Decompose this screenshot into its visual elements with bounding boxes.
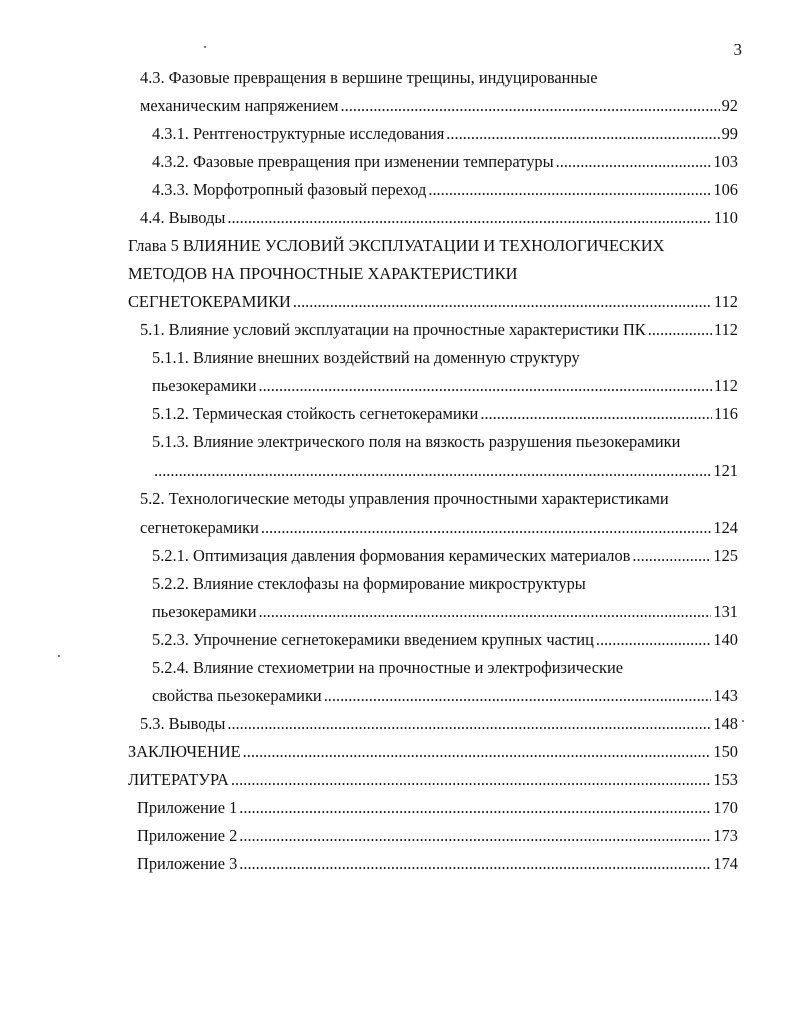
- toc-page: 92: [721, 96, 738, 115]
- toc-text: Приложение 3: [137, 854, 238, 873]
- dot-leader: [556, 150, 712, 174]
- toc-page: 153: [713, 770, 738, 789]
- toc-text: Глава 5 ВЛИЯНИЕ УСЛОВИЙ ЭКСПЛУАТАЦИИ И ТЕХНОЛОГИЧЕСКИХ: [128, 236, 665, 255]
- toc-entry-chapter-5[interactable]: [128, 290, 738, 314]
- toc-text: 5.2.2. Влияние стеклофазы на формирование микроструктуры: [152, 574, 586, 593]
- toc-text: СЕГНЕТОКЕРАМИКИ: [128, 292, 291, 311]
- toc-entry-5-1-2[interactable]: [152, 402, 738, 426]
- dot-leader: [243, 740, 712, 764]
- toc-line-4-3[interactable]: [140, 66, 597, 90]
- toc-page: 112: [714, 320, 738, 339]
- toc-page: 150: [713, 742, 738, 761]
- dot-leader: [648, 318, 712, 342]
- dot-leader: [154, 459, 711, 483]
- toc-entry-5-2[interactable]: [140, 516, 738, 540]
- toc-text: 4.3.2. Фазовые превращения при изменении температуры: [152, 152, 554, 171]
- dot-leader: [428, 178, 711, 202]
- toc-entry-4-4[interactable]: [140, 206, 738, 230]
- toc-page: 174: [713, 854, 738, 873]
- toc-entry-appendix-2[interactable]: [137, 824, 738, 848]
- scan-speck: [58, 655, 60, 657]
- toc-entry-4-3-2[interactable]: [152, 150, 738, 174]
- toc-text: 5.2.3. Упрочнение сегнетокерамики введением крупных частиц: [152, 630, 594, 649]
- dot-leader: [239, 824, 711, 848]
- toc-page: 140: [713, 630, 738, 649]
- toc-line-5-2-4[interactable]: [152, 656, 623, 680]
- dot-leader: [341, 94, 720, 118]
- toc-page: 170: [713, 798, 738, 817]
- dot-leader: [227, 206, 712, 230]
- toc-text: 4.3. Фазовые превращения в вершине трещины, индуцированные: [140, 68, 598, 87]
- toc-page: 131: [713, 602, 738, 621]
- toc-page: 112: [714, 376, 738, 395]
- toc-page: 121: [713, 461, 738, 480]
- toc-page: 143: [713, 686, 738, 705]
- toc-text: Приложение 2: [137, 826, 238, 845]
- toc-text: ЛИТЕРАТУРА: [128, 770, 229, 789]
- dot-leader: [324, 684, 712, 708]
- toc-text: ЗАКЛЮЧЕНИЕ: [128, 742, 241, 761]
- toc-text: Приложение 1: [137, 798, 238, 817]
- toc-text: 5.1. Влияние условий эксплуатации на прочностные характеристики ПК: [140, 320, 646, 339]
- toc-entry-5-1-1[interactable]: [152, 374, 738, 398]
- dot-leader: [239, 796, 711, 820]
- toc-line-5-2-2[interactable]: [152, 572, 586, 596]
- toc-line-chapter-5[interactable]: [128, 234, 665, 258]
- toc-page: 106: [713, 180, 738, 199]
- dot-leader: [261, 516, 712, 540]
- scan-speck: [204, 46, 206, 48]
- toc-text: пьезокерамики: [152, 602, 257, 621]
- toc-text: 5.1.3. Влияние электрического поля на вязкость разрушения пьезокерамики: [152, 432, 681, 451]
- dot-leader: [446, 122, 719, 146]
- dot-leader: [632, 544, 711, 568]
- toc-text: 5.2. Технологические методы управления прочностными характеристиками: [140, 489, 669, 508]
- dot-leader: [258, 374, 712, 398]
- toc-text: 5.2.4. Влияние стехиометрии на прочностные и электрофизические: [152, 658, 624, 677]
- toc-entry-4-3-cont[interactable]: [140, 94, 738, 118]
- toc-text: 4.3.3. Морфотропный фазовый переход: [152, 180, 427, 199]
- toc-page: 148: [713, 714, 738, 733]
- toc-text: 5.1.1. Влияние внешних воздействий на доменную структуру: [152, 348, 580, 367]
- toc-page: 125: [713, 546, 738, 565]
- toc-entry-literature[interactable]: [128, 768, 738, 792]
- toc-text: пьезокерамики: [152, 376, 257, 395]
- toc-entry-5-1-3[interactable]: [152, 459, 738, 483]
- toc-entry-5-3[interactable]: [140, 712, 738, 736]
- toc-page: 112: [714, 292, 738, 311]
- toc-text: 5.2.1. Оптимизация давления формования керамических материалов: [152, 546, 631, 565]
- toc-page: 99: [721, 124, 738, 143]
- toc-line-5-1-3[interactable]: [152, 430, 680, 454]
- toc-line-chapter-5-cont[interactable]: [128, 262, 518, 286]
- toc-text: 5.3. Выводы: [140, 714, 226, 733]
- toc-entry-4-3-3[interactable]: [152, 178, 738, 202]
- toc-line-5-2[interactable]: [140, 487, 669, 511]
- toc-page: 103: [713, 152, 738, 171]
- toc-page: 116: [714, 404, 738, 423]
- toc-text: механическим напряжением: [140, 96, 339, 115]
- toc-text: 4.3.1. Рентгеноструктурные исследования: [152, 124, 445, 143]
- toc-entry-appendix-1[interactable]: [137, 796, 738, 820]
- toc-line-5-1-1[interactable]: [152, 346, 580, 370]
- toc-text: 5.1.2. Термическая стойкость сегнетокерамики: [152, 404, 479, 423]
- page-number: 3: [733, 40, 742, 59]
- toc-text: МЕТОДОВ НА ПРОЧНОСТНЫЕ ХАРАКТЕРИСТИКИ: [128, 264, 518, 283]
- toc-page: 173: [713, 826, 738, 845]
- toc-text: 4.4. Выводы: [140, 208, 226, 227]
- toc-text: сегнетокерамики: [140, 518, 259, 537]
- toc-entry-4-3-1[interactable]: [152, 122, 738, 146]
- toc-entry-5-1[interactable]: [140, 318, 738, 342]
- toc-page: 124: [713, 518, 738, 537]
- dot-leader: [258, 600, 711, 624]
- dot-leader: [239, 852, 711, 876]
- toc-page: 110: [714, 208, 738, 227]
- toc-entry-5-2-1[interactable]: [152, 544, 738, 568]
- dot-leader: [227, 712, 711, 736]
- toc-entry-5-2-4[interactable]: [152, 684, 738, 708]
- dot-leader: [293, 290, 712, 314]
- dot-leader: [231, 768, 712, 792]
- toc-entry-5-2-3[interactable]: [152, 628, 738, 652]
- toc-entry-appendix-3[interactable]: [137, 852, 738, 876]
- toc-entry-5-2-2[interactable]: [152, 600, 738, 624]
- dot-leader: [480, 402, 712, 426]
- toc-entry-conclusion[interactable]: [128, 740, 738, 764]
- scan-speck: [742, 720, 744, 722]
- toc-text: свойства пьезокерамики: [152, 686, 322, 705]
- dot-leader: [596, 628, 712, 652]
